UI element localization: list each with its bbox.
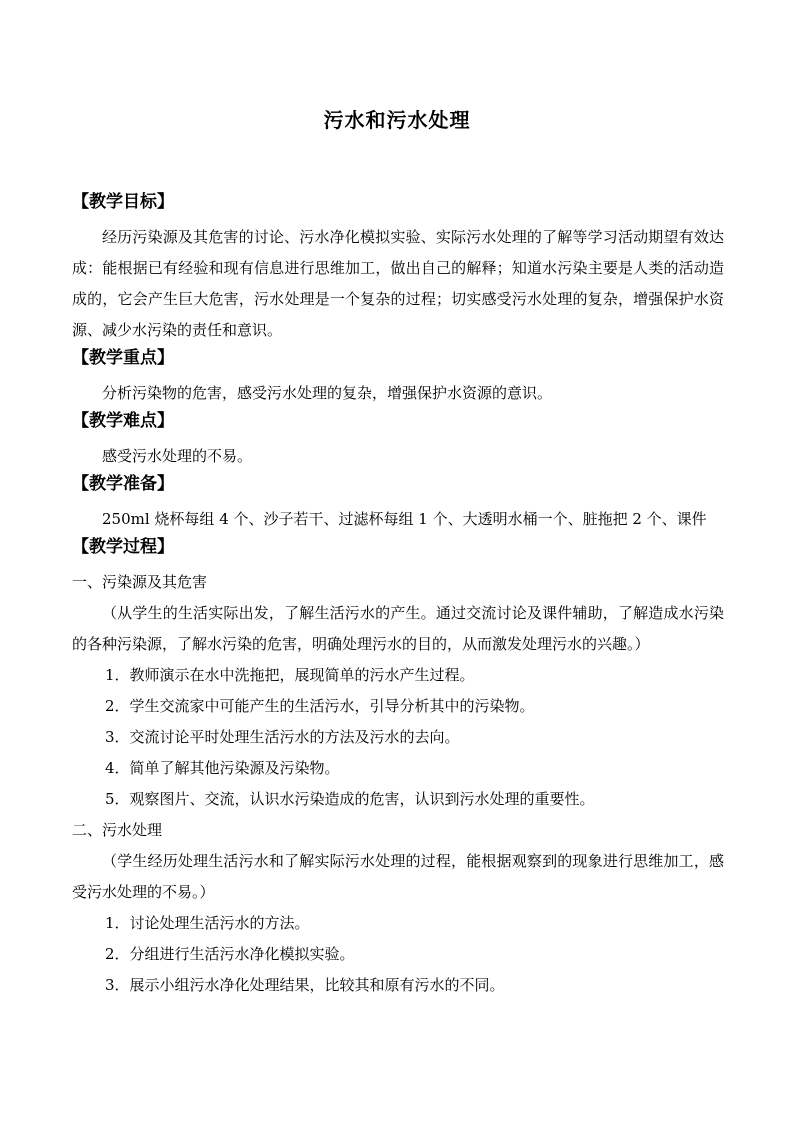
process-part1-note: （从学生的生活实际出发，了解生活污水的产生。通过交流讨论及课件辅助，了解造成水污染的各种污染源，了解水污染的危害，明确处理污水的目的，从而激发处理污水的兴趣。） <box>72 604 724 653</box>
difficulties-heading: 【教学难点】 <box>72 411 174 431</box>
list-item: 5．观察图片、交流，认识水污染造成的危害，认识到污水处理的重要性。 <box>105 790 595 808</box>
process-part1-title: 一、污染源及其危害 <box>72 573 208 591</box>
goals-heading: 【教学目标】 <box>72 192 174 212</box>
list-item: 3．展示小组污水净化处理结果，比较其和原有污水的不同。 <box>105 976 505 994</box>
process-part2-title: 二、污水处理 <box>72 821 163 839</box>
goals-text: 经历污染源及其危害的讨论、污水净化模拟实验、实际污水处理的了解等学习活动期望有效达成：能根据已有经验和现有信息进行思维加工，做出自己的解释；知道水污染主要是人类的活动造成的，它会产生巨大危害，污水处理是一个复杂的过程；切实感受污水处理的复杂，增强保护水资源、减少水污染的责任和意识。 <box>72 228 724 339</box>
process-part2-note: （学生经历处理生活污水和了解实际污水处理的过程，能根据观察到的现象进行思维加工，感受污水处理的不易。） <box>72 852 724 901</box>
document-title: 污水和污水处理 <box>323 108 471 132</box>
preparation-heading: 【教学准备】 <box>72 474 174 494</box>
list-item: 1．讨论处理生活污水的方法。 <box>105 914 310 932</box>
key-points-heading: 【教学重点】 <box>72 348 174 368</box>
document-body <box>72 190 724 1001</box>
preparation-text: 250ml 烧杯每组 4 个、沙子若干、过滤杯每组 1 个、大透明水桶一个、脏拖把 2 个、课件 <box>102 510 707 528</box>
list-item: 2．学生交流家中可能产生的生活污水，引导分析其中的污染物。 <box>105 697 535 715</box>
list-item: 4．简单了解其他污染源及污染物。 <box>105 759 340 777</box>
process-heading: 【教学过程】 <box>72 537 174 557</box>
list-item: 2．分组进行生活污水净化模拟实验。 <box>105 945 355 963</box>
key-points-text: 分析污染物的危害，感受污水处理的复杂，增强保护水资源的意识。 <box>102 384 553 402</box>
list-item: 1．教师演示在水中洗拖把，展现简单的污水产生过程。 <box>105 666 475 684</box>
difficulties-text: 感受污水处理的不易。 <box>102 447 253 465</box>
list-item: 3．交流讨论平时处理生活污水的方法及污水的去向。 <box>105 728 460 746</box>
